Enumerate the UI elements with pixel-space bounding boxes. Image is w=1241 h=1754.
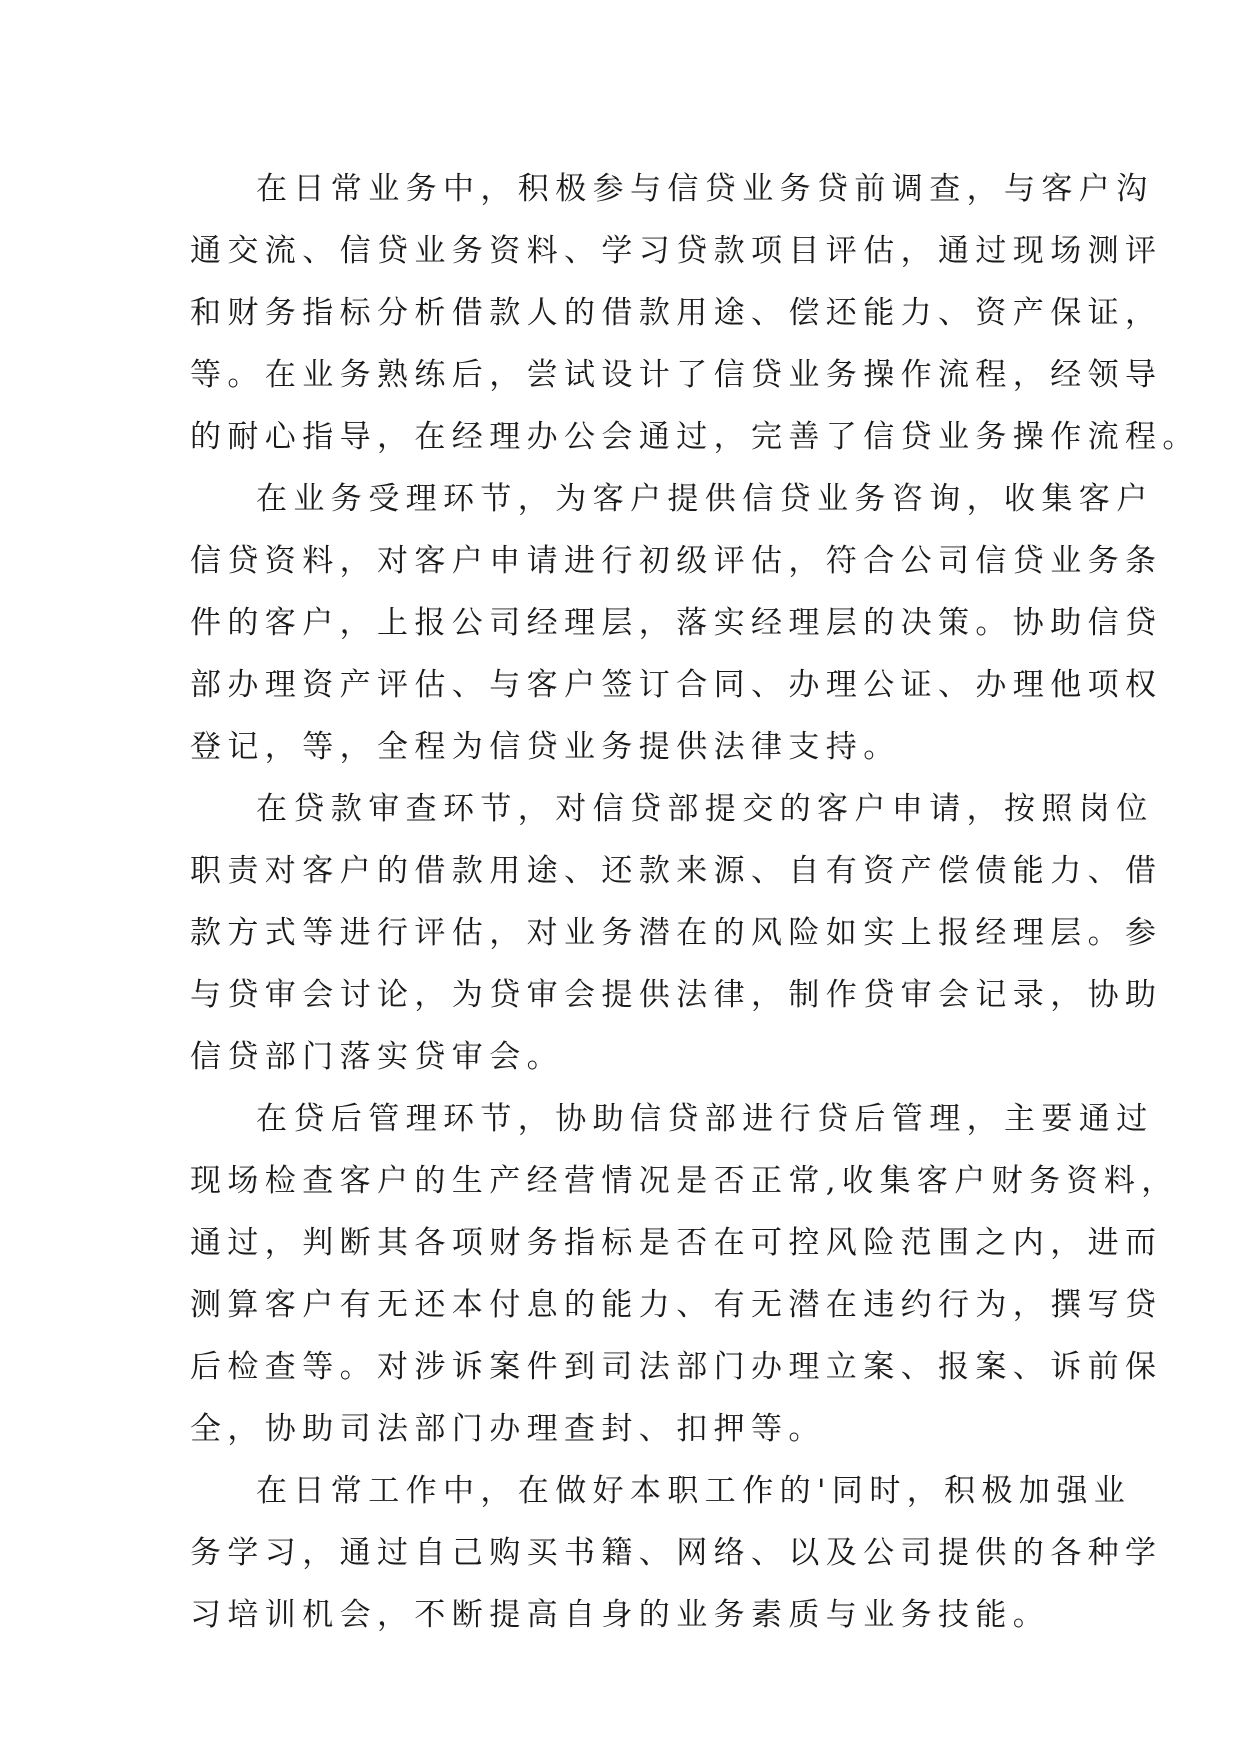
text-line: 和财务指标分析借款人的借款用途、偿还能力、资产保证， (190, 295, 1163, 331)
text-line: 部办理资产评估、与客户签订合同、办理公证、办理他项权 (190, 667, 1163, 703)
text-line: 的耐心指导，在经理办公会通过，完善了信贷业务操作流程。 (190, 419, 1200, 455)
text-line: 登记，等，全程为信贷业务提供法律支持。 (190, 729, 901, 765)
text-line: 等。在业务熟练后，尝试设计了信贷业务操作流程，经领导 (190, 357, 1163, 393)
text-line: 在贷后管理环节，协助信贷部进行贷后管理，主要通过 (256, 1101, 1154, 1137)
text-line: 务学习，通过自己购买书籍、网络、以及公司提供的各种学 (190, 1535, 1163, 1571)
paragraph-daily-work-study (190, 1460, 1163, 1646)
text-line: 职责对客户的借款用途、还款来源、自有资产偿债能力、借 (190, 853, 1163, 889)
text-line: 通交流、信贷业务资料、学习贷款项目评估，通过现场测评 (190, 233, 1163, 269)
document-body (190, 158, 1200, 1646)
text-line: 件的客户，上报公司经理层，落实经理层的决策。协助信贷 (190, 605, 1163, 641)
text-line: 在业务受理环节，为客户提供信贷业务咨询，收集客户 (256, 481, 1154, 517)
text-line: 习培训机会，不断提高自身的业务素质与业务技能。 (190, 1597, 1051, 1633)
paragraph-daily-business (190, 158, 1200, 468)
paragraph-business-acceptance (190, 468, 1163, 778)
paragraph-post-loan-management (190, 1088, 1179, 1460)
text-line: 款方式等进行评估，对业务潜在的风险如实上报经理层。参 (190, 915, 1163, 951)
text-line: 全，协助司法部门办理查封、扣押等。 (190, 1411, 826, 1447)
text-line: 测算客户有无还本付息的能力、有无潜在违约行为，撰写贷 (190, 1287, 1163, 1323)
text-line: 现场检查客户的生产经营情况是否正常,收集客户财务资料， (190, 1163, 1179, 1199)
text-line: 在日常工作中，在做好本职工作的'同时，积极加强业 (256, 1473, 1132, 1509)
text-line: 在贷款审查环节，对信贷部提交的客户申请，按照岗位 (256, 791, 1154, 827)
text-line: 信贷部门落实贷审会。 (190, 1039, 564, 1075)
text-line: 与贷审会讨论，为贷审会提供法律，制作贷审会记录，协助 (190, 977, 1163, 1013)
text-line: 在日常业务中，积极参与信贷业务贷前调查，与客户沟 (256, 171, 1154, 207)
text-line: 信贷资料，对客户申请进行初级评估，符合公司信贷业务条 (190, 543, 1163, 579)
text-line: 后检查等。对涉诉案件到司法部门办理立案、报案、诉前保 (190, 1349, 1163, 1385)
text-line: 通过，判断其各项财务指标是否在可控风险范围之内，进而 (190, 1225, 1163, 1261)
paragraph-loan-review (190, 778, 1163, 1088)
